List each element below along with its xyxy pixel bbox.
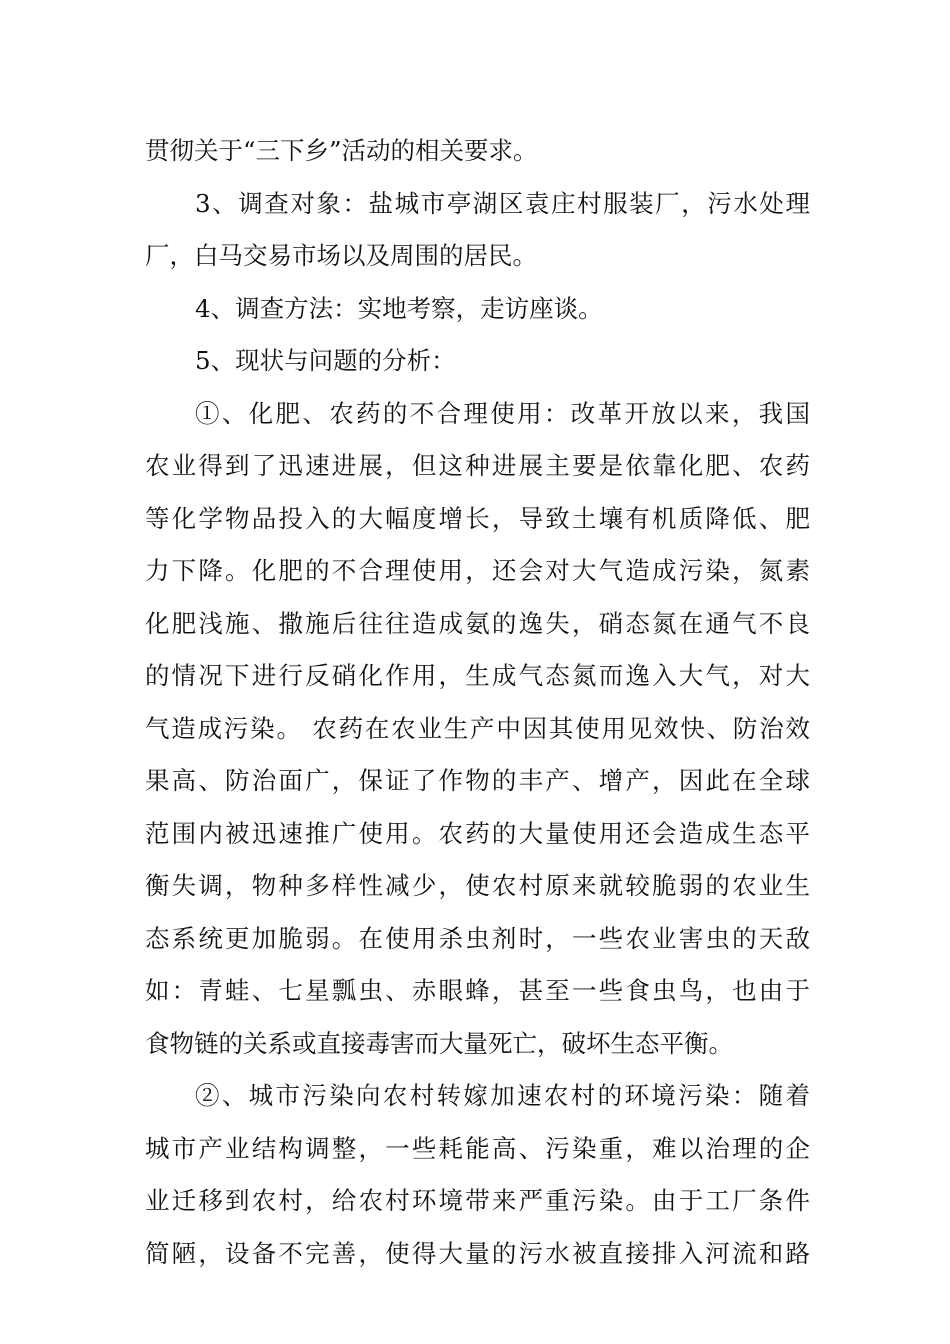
text-line: 力下降。化肥的不合理使用，还会对大气造成污染，氮素: [145, 556, 810, 585]
text-line: 气造成污染。 农药在农业生产中因其使用见效快、防治效: [145, 713, 810, 743]
text-line: 简陋，设备不完善，使得大量的污水被直接排入河流和路: [145, 1238, 810, 1268]
text-line: 衡失调，物种多样性减少，使农村原来就较脆弱的农业生: [145, 871, 810, 900]
text-line: 果高、防治面广，保证了作物的丰产、增产，因此在全球: [145, 766, 810, 795]
text-line: 等化学物品投入的大幅度增长，导致土壤有机质降低、肥: [145, 503, 810, 533]
text-line: 3、调查对象：盐城市亭湖区袁庄村服装厂，污水处理: [195, 188, 810, 218]
text-line: 城市产业结构调整，一些耗能高、污染重，难以治理的企: [145, 1133, 810, 1163]
text-line: ①、化肥、农药的不合理使用：改革开放以来，我国: [195, 398, 810, 428]
text-line: 业迁移到农村，给农村环境带来严重污染。由于工厂条件: [145, 1186, 810, 1215]
text-line: 范围内被迅速推广使用。农药的大量使用还会造成生态平: [145, 818, 810, 848]
text-line: 贯彻关于“三下乡”活动的相关要求。: [145, 136, 538, 165]
text-line: 如：青蛙、七星瓢虫、赤眼蜂，甚至一些食虫鸟，也由于: [145, 976, 810, 1005]
text-line: ②、城市污染向农村转嫁加速农村的环境污染：随着: [195, 1081, 810, 1110]
text-line: 5、现状与问题的分析：: [195, 346, 456, 375]
text-line: 的情况下进行反硝化作用，生成气态氮而逸入大气，对大: [145, 661, 810, 690]
text-line: 厂，白马交易市场以及周围的居民。: [145, 241, 537, 270]
text-line: 态系统更加脆弱。在使用杀虫剂时，一些农业害虫的天敌: [145, 923, 810, 953]
text-line: 化肥浅施、撒施后往往造成氨的逸失，硝态氮在通气不良: [145, 608, 810, 638]
text-line: 4、调查方法：实地考察，走访座谈。: [195, 293, 603, 323]
text-line: 食物链的关系或直接毒害而大量死亡，破坏生态平衡。: [145, 1028, 733, 1058]
text-line: 农业得到了迅速进展，但这种进展主要是依靠化肥、农药: [145, 451, 810, 480]
body-text: [145, 125, 810, 1280]
